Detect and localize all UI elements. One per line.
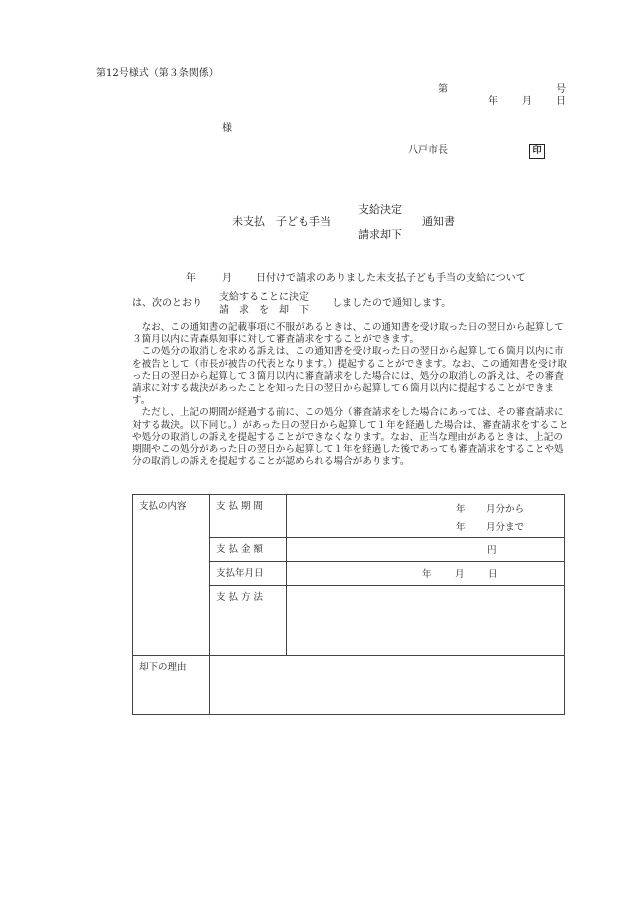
title-left: 未支払 子ども手当 [232, 215, 331, 228]
seal-mark: 印 [529, 144, 545, 159]
date-label-cell [210, 562, 287, 586]
rejection-reason-value-cell[interactable] [210, 656, 565, 715]
payment-date-value-cell[interactable] [287, 562, 565, 586]
method-label-cell [210, 586, 287, 656]
body-year: 年 [186, 273, 196, 284]
paragraph-lawsuit: この処分の取消しを求める訴えは、この通知書を受け取った日の翌日から起算して６箇月以内に市を被告として（市長が被告の代表となります。）提起することができます。なお、この通知書を受け取った日の翌日から起算して３箇月以内に審査請求をした場合には、処分の取消しの訴えは、その審査請求に対する裁決があったことを知った日の翌日から起算して６箇月以内に提起することができます。 [132, 346, 567, 407]
title-option-lower: 請求却下 [358, 228, 402, 241]
period-from-text: 月分から [486, 504, 525, 515]
period-label: 支払期間 [216, 501, 267, 512]
issuer-name: 八戸市長 [408, 145, 448, 156]
date-day: 日 [556, 96, 566, 107]
body-line2-option-lower: 請 求 を 却 下 [219, 305, 309, 316]
payment-date-year: 年 [422, 569, 432, 580]
period-to-text: 月分まで [486, 522, 525, 533]
form-id: 第12号様式（第３条関係） [96, 68, 219, 79]
amount-unit: 円 [487, 545, 497, 556]
body-line2-prefix: は、次のとおり [132, 298, 202, 309]
payment-date-month: 月 [455, 569, 465, 580]
paragraph-proviso: ただし、上記の期間が経過する前に、この処分（審査請求をした場合にあっては、その審査請求に対する裁決。以下同じ。）があった日の翌日から起算して１年を経過した場合は、審査請求をすることや処分の取消しの訴えを提起することができなくなります。なお、正当な理由があるときは、上記の期間やこの処分があった日の翌日から起算して１年を経過した後であっても審査請求をすることや処分の取消しの訴えを提起することが認められる場合があります。 [132, 407, 569, 468]
period-from-year: 年 [456, 504, 466, 515]
amount-label-cell [210, 538, 287, 562]
body-line2-option-upper: 支給することに決定 [219, 292, 309, 303]
rejection-label-cell [133, 656, 210, 715]
section-label-cell [133, 495, 210, 656]
title-option-upper: 支給決定 [358, 203, 402, 216]
notice-paragraphs [132, 322, 572, 468]
body-month: 月 [222, 273, 232, 284]
paragraph-appeal: なお、この通知書の記載事項に不服があるときは、この通知書を受け取った日の翌日から起算して３箇月以内に青森県知事に対して審査請求をすることができます。 [132, 322, 564, 346]
method-label: 支払方法 [216, 592, 267, 603]
period-label-cell [210, 495, 287, 538]
period-value-cell[interactable] [287, 495, 565, 538]
title-right: 通知書 [422, 215, 455, 228]
amount-label: 支払金額 [216, 544, 267, 555]
date-year: 年 [488, 96, 498, 107]
payment-date-day: 日 [488, 569, 498, 580]
period-to-year: 年 [456, 522, 466, 533]
rejection-reason-label: 却下の理由 [139, 662, 187, 673]
body-line2-suffix: しましたので通知します。 [332, 298, 452, 309]
payment-content-label: 支払の内容 [139, 501, 187, 512]
body-line1-text: 日付けで請求のありました未支払子ども手当の支給について [256, 273, 526, 284]
amount-value-cell[interactable] [287, 538, 565, 562]
payment-date-label: 支払年月日 [216, 568, 264, 579]
payment-detail-table [132, 494, 565, 715]
number-prefix: 第 [438, 84, 448, 95]
number-suffix: 号 [556, 84, 566, 95]
addressee-suffix: 様 [222, 123, 232, 134]
method-value-cell[interactable] [287, 586, 565, 656]
date-month: 月 [522, 96, 532, 107]
